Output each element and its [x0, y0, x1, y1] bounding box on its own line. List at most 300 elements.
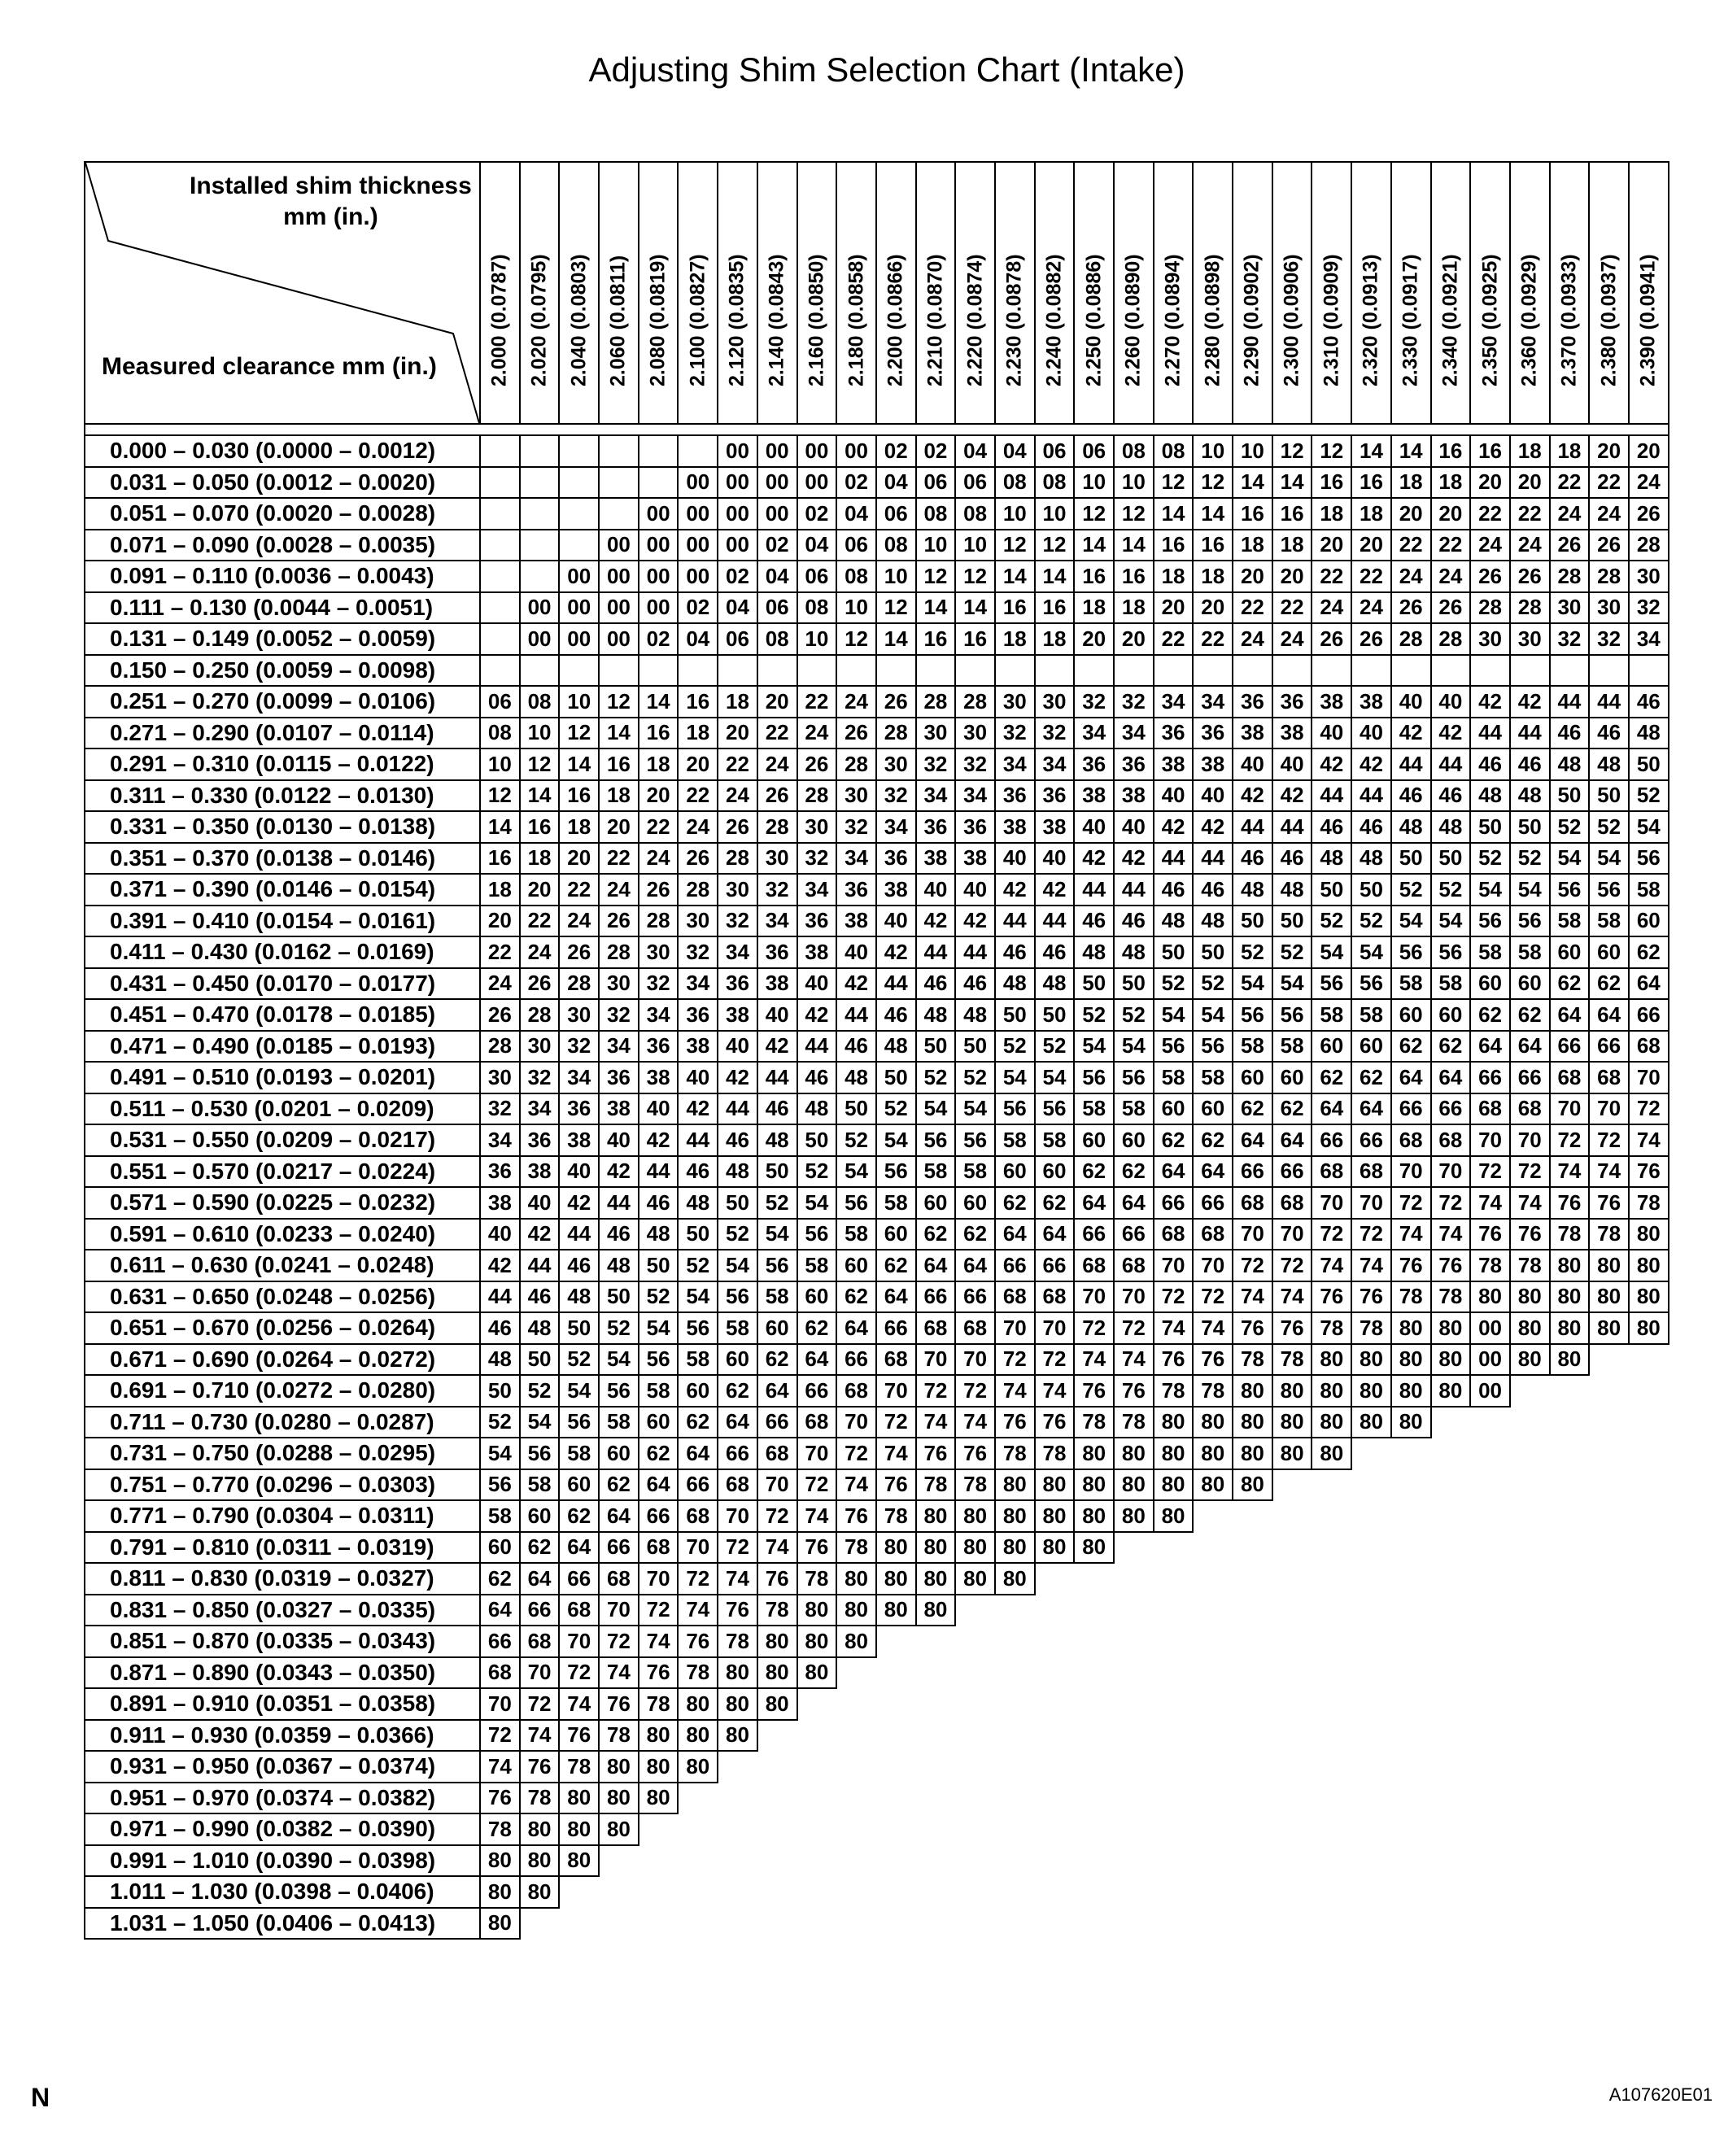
empty-cell: [757, 1845, 797, 1877]
empty-cell: [1510, 1908, 1550, 1940]
shim-cell: 32: [797, 843, 837, 875]
row-label: 0.971 – 0.990 (0.0382 – 0.0390): [85, 1813, 480, 1845]
empty-cell: [1035, 1845, 1075, 1877]
shim-cell: 12: [1193, 467, 1233, 499]
shim-cell: 56: [995, 1093, 1035, 1125]
shim-cell: 14: [995, 561, 1035, 592]
shim-cell: 36: [916, 811, 956, 843]
shim-cell: 48: [1114, 936, 1154, 968]
shim-cell: 68: [1550, 1062, 1590, 1093]
shim-cell: 04: [955, 435, 995, 467]
shim-cell: 80: [520, 1845, 560, 1877]
shim-cell: 60: [757, 1312, 797, 1344]
shim-cell: 48: [1272, 874, 1312, 906]
shim-cell: 36: [797, 906, 837, 937]
empty-cell: [1510, 1375, 1550, 1407]
column-header: [1629, 162, 1669, 424]
shim-cell: 80: [797, 1626, 837, 1657]
shim-cell: 78: [1510, 1250, 1550, 1281]
column-header-label: 2.320 (0.0913): [1359, 254, 1382, 386]
row-label: 0.651 – 0.670 (0.0256 – 0.0264): [85, 1312, 480, 1344]
shim-cell: 36: [1272, 686, 1312, 718]
row-label: 0.951 – 0.970 (0.0374 – 0.0382): [85, 1783, 480, 1814]
empty-cell: [955, 1720, 995, 1752]
shim-cell: 60: [1312, 1031, 1351, 1063]
empty-cell: [1431, 1532, 1471, 1564]
shim-cell: 70: [995, 1312, 1035, 1344]
shim-cell: 18: [1074, 592, 1114, 624]
shim-cell: 66: [995, 1250, 1035, 1281]
shim-cell: 00: [718, 530, 757, 561]
shim-cell: 20: [559, 843, 599, 875]
empty-cell: [1470, 1626, 1510, 1657]
shim-cell: 18: [1114, 592, 1154, 624]
empty-cell: [1510, 1595, 1550, 1626]
shim-cell: 66: [718, 1438, 757, 1469]
shim-cell: 70: [797, 1438, 837, 1469]
empty-cell: [955, 1783, 995, 1814]
empty-cell: [1391, 1500, 1431, 1532]
empty-cell: [599, 1908, 639, 1940]
table-row: [85, 1532, 1669, 1564]
shim-cell: 38: [757, 968, 797, 1000]
shim-cell: 66: [1272, 1156, 1312, 1188]
shim-cell: 30: [599, 968, 639, 1000]
shim-cell: 62: [955, 1219, 995, 1250]
row-label: 0.691 – 0.710 (0.0272 – 0.0280): [85, 1375, 480, 1407]
shim-cell: 18: [1233, 530, 1272, 561]
shim-cell: 78: [1193, 1375, 1233, 1407]
table-row: [85, 843, 1669, 875]
shim-cell: 10: [1233, 435, 1272, 467]
shim-cell: 52: [520, 1375, 560, 1407]
column-header: [1074, 162, 1114, 424]
shim-cell: 54: [1193, 999, 1233, 1031]
shim-cell: 46: [836, 1031, 876, 1063]
shim-cell: [559, 467, 599, 499]
shim-cell: 20: [1154, 592, 1194, 624]
shim-cell: 14: [1114, 530, 1154, 561]
shim-cell: 60: [639, 1407, 679, 1438]
column-header-label: 2.330 (0.0917): [1399, 254, 1422, 386]
table-row: [85, 780, 1669, 812]
column-header: [718, 162, 757, 424]
shim-cell: 58: [480, 1500, 520, 1532]
shim-cell: 80: [876, 1532, 916, 1564]
empty-cell: [916, 1720, 956, 1752]
shim-cell: 80: [1391, 1407, 1431, 1438]
empty-cell: [718, 1813, 757, 1845]
shim-cell: 58: [1351, 999, 1391, 1031]
row-label: 0.631 – 0.650 (0.0248 – 0.0256): [85, 1281, 480, 1313]
shim-cell: 56: [480, 1469, 520, 1501]
empty-cell: [1470, 1469, 1510, 1501]
shim-cell: 46: [995, 936, 1035, 968]
empty-cell: [1510, 1532, 1550, 1564]
empty-cell: [1470, 1813, 1510, 1845]
shim-cell: 80: [995, 1469, 1035, 1501]
shim-cell: 50: [1233, 906, 1272, 937]
shim-cell: 06: [1035, 435, 1075, 467]
column-header-label: 2.200 (0.0866): [884, 254, 907, 386]
empty-cell: [1589, 1500, 1629, 1532]
shim-cell: 52: [1312, 906, 1351, 937]
shim-cell: 32: [520, 1062, 560, 1093]
shim-cell: 22: [1193, 623, 1233, 655]
empty-cell: [1470, 1595, 1510, 1626]
shim-cell: 14: [955, 592, 995, 624]
shim-cell: 42: [1351, 748, 1391, 780]
shim-cell: 14: [1233, 467, 1272, 499]
empty-cell: [1629, 1407, 1669, 1438]
empty-cell: [1431, 1563, 1471, 1595]
empty-cell: [876, 1876, 916, 1908]
empty-cell: [797, 1813, 837, 1845]
empty-cell: [1154, 1751, 1194, 1783]
empty-cell: [1391, 1563, 1431, 1595]
shim-cell: 68: [718, 1469, 757, 1501]
shim-cell: 36: [1154, 718, 1194, 749]
shim-cell: 24: [678, 811, 718, 843]
shim-cell: 78: [1114, 1407, 1154, 1438]
empty-cell: [836, 1908, 876, 1940]
shim-cell: 46: [1074, 906, 1114, 937]
shim-cell: 38: [520, 1156, 560, 1188]
shim-cell: 68: [1351, 1156, 1391, 1188]
shim-cell: 28: [1431, 623, 1471, 655]
shim-cell: 54: [1233, 968, 1272, 1000]
shim-cell: 48: [1391, 811, 1431, 843]
shim-cell: 16: [1351, 467, 1391, 499]
shim-cell: 44: [1154, 843, 1194, 875]
shim-cell: [757, 655, 797, 687]
shim-cell: 00: [797, 435, 837, 467]
column-header: [995, 162, 1035, 424]
shim-cell: 30: [1550, 592, 1590, 624]
empty-cell: [1391, 1469, 1431, 1501]
shim-cell: 16: [1312, 467, 1351, 499]
shim-cell: 66: [639, 1500, 679, 1532]
shim-cell: 18: [480, 874, 520, 906]
shim-cell: 64: [1391, 1062, 1431, 1093]
shim-cell: 66: [1589, 1031, 1629, 1063]
shim-cell: 68: [1589, 1062, 1629, 1093]
empty-cell: [1114, 1751, 1154, 1783]
shim-cell: 40: [1193, 780, 1233, 812]
empty-cell: [1312, 1813, 1351, 1845]
shim-cell: 14: [1154, 498, 1194, 530]
empty-cell: [797, 1908, 837, 1940]
shim-cell: 78: [876, 1500, 916, 1532]
column-header: [1550, 162, 1590, 424]
shim-cell: 80: [718, 1657, 757, 1689]
shim-cell: 70: [480, 1688, 520, 1720]
row-label: 0.091 – 0.110 (0.0036 – 0.0043): [85, 561, 480, 592]
shim-cell: 14: [1074, 530, 1114, 561]
table-row: [85, 1688, 1669, 1720]
shim-cell: [520, 435, 560, 467]
shim-cell: 52: [876, 1093, 916, 1125]
shim-cell: 80: [995, 1532, 1035, 1564]
empty-cell: [995, 1813, 1035, 1845]
shim-cell: 22: [520, 906, 560, 937]
empty-cell: [1351, 1783, 1391, 1814]
shim-cell: 04: [718, 592, 757, 624]
table-row: [85, 1438, 1669, 1469]
shim-cell: 46: [639, 1187, 679, 1219]
shim-cell: 80: [520, 1876, 560, 1908]
empty-cell: [1589, 1626, 1629, 1657]
empty-cell: [1035, 1657, 1075, 1689]
empty-cell: [1391, 1688, 1431, 1720]
shim-cell: 56: [1312, 968, 1351, 1000]
column-header-label: 2.350 (0.0925): [1478, 254, 1502, 386]
empty-cell: [1233, 1657, 1272, 1689]
empty-cell: [1391, 1751, 1431, 1783]
shim-cell: 20: [1510, 467, 1550, 499]
shim-cell: 68: [1233, 1187, 1272, 1219]
empty-cell: [1510, 1500, 1550, 1532]
empty-cell: [1510, 1813, 1550, 1845]
shim-cell: 42: [1272, 780, 1312, 812]
empty-cell: [1589, 1845, 1629, 1877]
shim-cell: [1233, 655, 1272, 687]
shim-cell: 80: [718, 1688, 757, 1720]
shim-cell: 00: [559, 623, 599, 655]
shim-cell: 56: [718, 1281, 757, 1313]
empty-cell: [1391, 1845, 1431, 1877]
table-row: [85, 655, 1669, 687]
shim-cell: 38: [1193, 748, 1233, 780]
shim-cell: 80: [559, 1845, 599, 1877]
shim-cell: 00: [599, 530, 639, 561]
shim-cell: 46: [1589, 718, 1629, 749]
shim-cell: 50: [1351, 874, 1391, 906]
empty-cell: [1193, 1532, 1233, 1564]
shim-cell: 58: [1154, 1062, 1194, 1093]
shim-cell: 74: [1470, 1187, 1510, 1219]
empty-cell: [1272, 1876, 1312, 1908]
shim-cell: 32: [955, 748, 995, 780]
empty-cell: [757, 1908, 797, 1940]
shim-cell: 70: [1312, 1187, 1351, 1219]
shim-cell: 16: [1470, 435, 1510, 467]
shim-cell: 80: [1431, 1344, 1471, 1376]
column-header: [678, 162, 718, 424]
shim-cell: 80: [1193, 1407, 1233, 1438]
shim-cell: 80: [757, 1688, 797, 1720]
shim-cell: 72: [599, 1626, 639, 1657]
empty-cell: [876, 1626, 916, 1657]
shim-cell: 16: [639, 718, 679, 749]
shim-cell: 78: [520, 1783, 560, 1814]
shim-cell: 10: [797, 623, 837, 655]
empty-cell: [1510, 1469, 1550, 1501]
empty-cell: [1074, 1688, 1114, 1720]
shim-cell: 26: [757, 780, 797, 812]
shim-cell: 74: [757, 1532, 797, 1564]
shim-cell: 20: [1193, 592, 1233, 624]
shim-cell: 56: [520, 1438, 560, 1469]
shim-cell: 76: [1154, 1344, 1194, 1376]
empty-cell: [1272, 1688, 1312, 1720]
empty-cell: [1193, 1595, 1233, 1626]
shim-cell: 68: [1391, 1124, 1431, 1156]
shim-cell: 74: [639, 1626, 679, 1657]
shim-cell: 30: [1510, 623, 1550, 655]
shim-cell: 60: [678, 1375, 718, 1407]
shim-cell: 58: [995, 1124, 1035, 1156]
table-row: [85, 1845, 1669, 1877]
shim-cell: 54: [1114, 1031, 1154, 1063]
shim-cell: [480, 467, 520, 499]
shim-cell: 58: [1470, 936, 1510, 968]
shim-cell: 34: [1035, 748, 1075, 780]
shim-cell: 50: [1193, 936, 1233, 968]
shim-cell: 42: [1233, 780, 1272, 812]
shim-cell: 34: [995, 748, 1035, 780]
shim-cell: 18: [1312, 498, 1351, 530]
shim-cell: 52: [995, 1031, 1035, 1063]
shim-cell: 48: [1470, 780, 1510, 812]
shim-cell: 80: [1312, 1407, 1351, 1438]
shim-cell: 18: [1154, 561, 1194, 592]
shim-cell: 60: [1391, 999, 1431, 1031]
shim-cell: 78: [1035, 1438, 1075, 1469]
shim-cell: 00: [757, 435, 797, 467]
column-header-label: 2.290 (0.0902): [1240, 254, 1264, 386]
empty-cell: [1074, 1783, 1114, 1814]
row-label: 0.411 – 0.430 (0.0162 – 0.0169): [85, 936, 480, 968]
empty-cell: [1431, 1751, 1471, 1783]
shim-cell: 36: [757, 936, 797, 968]
empty-cell: [1629, 1438, 1669, 1469]
shim-cell: 80: [1114, 1500, 1154, 1532]
empty-cell: [1035, 1908, 1075, 1940]
empty-cell: [876, 1720, 916, 1752]
shim-cell: 54: [599, 1344, 639, 1376]
shim-cell: 16: [1233, 498, 1272, 530]
shim-cell: 80: [916, 1532, 956, 1564]
shim-cell: [1312, 655, 1351, 687]
empty-cell: [1629, 1657, 1669, 1689]
shim-cell: 06: [876, 498, 916, 530]
shim-cell: 80: [1510, 1344, 1550, 1376]
table-row: [85, 1093, 1669, 1125]
column-header-label: 2.280 (0.0898): [1201, 254, 1224, 386]
empty-cell: [1550, 1720, 1590, 1752]
shim-cell: 48: [955, 999, 995, 1031]
empty-cell: [1510, 1438, 1550, 1469]
shim-cell: 74: [1589, 1156, 1629, 1188]
shim-cell: 30: [520, 1031, 560, 1063]
empty-cell: [1431, 1469, 1471, 1501]
shim-cell: 72: [1510, 1156, 1550, 1188]
empty-cell: [1550, 1813, 1590, 1845]
shim-cell: 50: [559, 1312, 599, 1344]
shim-cell: 46: [1629, 686, 1669, 718]
table-row: [85, 1500, 1669, 1532]
empty-cell: [1154, 1720, 1194, 1752]
empty-cell: [1470, 1751, 1510, 1783]
shim-cell: 78: [1589, 1219, 1629, 1250]
empty-cell: [916, 1783, 956, 1814]
shim-cell: 68: [876, 1344, 916, 1376]
shim-cell: 70: [678, 1532, 718, 1564]
row-label: 0.811 – 0.830 (0.0319 – 0.0327): [85, 1563, 480, 1595]
shim-cell: 62: [876, 1250, 916, 1281]
shim-cell: 18: [995, 623, 1035, 655]
empty-cell: [1114, 1908, 1154, 1940]
shim-cell: 02: [797, 498, 837, 530]
shim-cell: 20: [1431, 498, 1471, 530]
shim-cell: 02: [678, 592, 718, 624]
shim-cell: 80: [1351, 1407, 1391, 1438]
shim-cell: 70: [1193, 1250, 1233, 1281]
shim-cell: 68: [916, 1312, 956, 1344]
shim-cell: 44: [1431, 748, 1471, 780]
shim-cell: 40: [1035, 843, 1075, 875]
figure-id: A107620E01: [1608, 2084, 1713, 2105]
empty-cell: [1351, 1626, 1391, 1657]
table-row: [85, 1312, 1669, 1344]
shim-cell: 60: [480, 1532, 520, 1564]
shim-cell: 20: [1233, 561, 1272, 592]
shim-cell: 66: [520, 1595, 560, 1626]
shim-cell: 62: [1629, 936, 1669, 968]
shim-cell: 78: [757, 1595, 797, 1626]
shim-cell: 60: [836, 1250, 876, 1281]
shim-cell: 78: [797, 1563, 837, 1595]
shim-cell: 58: [559, 1438, 599, 1469]
empty-cell: [1312, 1532, 1351, 1564]
empty-cell: [1074, 1720, 1114, 1752]
shim-cell: 18: [1272, 530, 1312, 561]
shim-cell: 64: [718, 1407, 757, 1438]
shim-cell: 58: [797, 1250, 837, 1281]
column-header: [1114, 162, 1154, 424]
shim-cell: 52: [1431, 874, 1471, 906]
shim-cell: 26: [1312, 623, 1351, 655]
shim-cell: 06: [797, 561, 837, 592]
shim-cell: 00: [639, 592, 679, 624]
shim-cell: 52: [836, 1124, 876, 1156]
empty-cell: [1351, 1908, 1391, 1940]
shim-cell: 32: [876, 780, 916, 812]
empty-cell: [1351, 1720, 1391, 1752]
column-header-label: 2.180 (0.0858): [845, 254, 868, 386]
shim-cell: 52: [955, 1062, 995, 1093]
row-label: 0.611 – 0.630 (0.0241 – 0.0248): [85, 1250, 480, 1281]
shim-cell: 72: [757, 1500, 797, 1532]
empty-cell: [1035, 1720, 1075, 1752]
shim-cell: [639, 467, 679, 499]
shim-cell: 80: [1510, 1312, 1550, 1344]
shim-cell: 54: [1589, 843, 1629, 875]
empty-cell: [1233, 1626, 1272, 1657]
empty-cell: [995, 1783, 1035, 1814]
empty-cell: [876, 1813, 916, 1845]
shim-cell: 36: [876, 843, 916, 875]
shim-cell: 66: [1312, 1124, 1351, 1156]
shim-cell: 14: [916, 592, 956, 624]
shim-cell: 34: [1074, 718, 1114, 749]
shim-cell: 10: [480, 748, 520, 780]
empty-cell: [916, 1908, 956, 1940]
shim-cell: [1074, 655, 1114, 687]
shim-cell: 62: [678, 1407, 718, 1438]
shim-cell: 34: [836, 843, 876, 875]
